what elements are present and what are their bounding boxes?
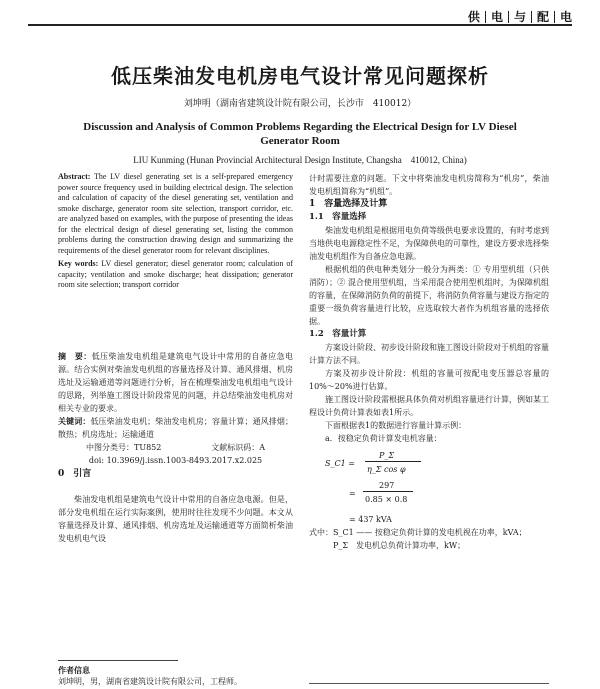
document-code: 文献标识码：A (211, 443, 265, 452)
formula-denominator: η_Σ cos φ (367, 465, 406, 474)
body-paragraph: 方案设计阶段、初步设计阶段和施工图设计阶段对于机组的容量计算方法不同。 (309, 343, 549, 365)
body-paragraph: 柴油发电机组是根据用电负荷等级供电要求设置的，有时考虑到当地供电电源稳定性不足，为保障供电的可靠性，建设方要求选择柴油发电机组作为自备应急电源。 (309, 226, 549, 261)
footnote-rule (58, 660, 178, 661)
doi: doi: 10.3969/j.issn.1003-8493.2017.x2.025 (88, 456, 263, 465)
column-char: 供 (467, 10, 480, 24)
body-paragraph: 下面根据表1的数据进行容量计算示例： (325, 421, 467, 430)
column-separator (485, 11, 486, 23)
subsection-heading: 1.2 容量计算 (309, 329, 367, 339)
english-abstract (58, 172, 293, 294)
keywords-paragraph (58, 259, 293, 291)
author-line: 刘坤明（湖南省建筑设计院有限公司，长沙市 410012） (183, 99, 417, 109)
capacity-formula (309, 449, 549, 511)
column-char: 配 (536, 10, 549, 24)
column-char: 电 (490, 10, 503, 24)
header-rule (28, 24, 572, 26)
body-paragraph: a．按稳定负荷计算发电机容量： (325, 434, 442, 443)
column-header (468, 8, 572, 25)
left-body (58, 468, 293, 545)
formula-result: = 437 kVA (349, 515, 392, 524)
bottom-rule (309, 683, 549, 684)
chinese-abstract (58, 350, 293, 467)
keywords-text: LV diesel generator; diesel generator room; calculation of capacity; ventilation and smoke discharge; heat dissipation; generator room site selection; transport corridor (58, 259, 294, 289)
where-line: P_Σ 发电机总负荷计算功率，kW； (333, 541, 466, 550)
footnote-text: 刘坤明，男，湖南省建筑设计院有限公司，工程师。 (58, 677, 242, 686)
where-line: 式中：S_C1 —— 按稳定负荷计算的发电机视在功率，kVA； (309, 528, 527, 537)
intro-paragraph: 柴油发电机组是建筑电气设计中常用的自备应急电源。但是，部分发电机组在运行实际案例，使用时往往发现不少问题。本文从容量选择及计算、通风排烟、机房选址及运输通道等方面简析柴油发电机电气设 (58, 495, 293, 543)
right-body (309, 172, 549, 552)
column-separator (508, 11, 509, 23)
cn-keywords-text: 低压柴油发电机；柴油发电机房；容量计算；通风排烟；散热；机房选址；运输通道 (58, 417, 294, 439)
cn-keywords-paragraph (58, 415, 293, 441)
body-paragraph: 方案及初步设计阶段：机组的容量可按配电变压器总容量的10%～20%进行估算。 (309, 369, 549, 391)
english-author-line: LIU Kunming (Hunan Provincial Architectural Design Institute, Changsha 410012, China) (133, 155, 467, 165)
subsection-heading: 1.1 容量选择 (309, 212, 367, 222)
column-char: 电 (559, 10, 572, 24)
formula-equals: = (349, 489, 356, 498)
english-title: Discussion and Analysis of Common Problems Regarding the Electrical Design for LV Diesel Generator Room (83, 121, 517, 147)
class-number: 中图分类号：TU852 (86, 443, 162, 452)
formula-denominator-2: 0.85 × 0.8 (365, 495, 408, 504)
formula-numerator: P_Σ (379, 451, 395, 460)
column-separator (531, 11, 532, 23)
article-title: 低压柴油发电机房电气设计常见问题探析 (111, 64, 489, 88)
section-heading: 1 容量选择及计算 (309, 199, 388, 209)
column-char: 与 (513, 10, 526, 24)
classification-line (58, 441, 293, 454)
abstract-text: The LV diesel generating set is a self-prepared emergency power source frequency used in building electrical design. The selection and calculation of capacity of the diesel generating set, ventilation and smoke discharge, generator room site selection, transport corridor, etc. are analyzed based on examples, with the purpose of presenting the ideas for the electrical design of diesel generating set, listing the common problems during the construction drawing design and summarizing the requirements of the diesel generator room for relevant disciplines. (58, 172, 294, 255)
fraction-bar (365, 461, 421, 462)
column-separator (554, 11, 555, 23)
formula-lhs: S_C1 = (325, 459, 355, 468)
cn-abstract-text: 低压柴油发电机组是建筑电气设计中常用的自备应急电源。结合实例对柴油发电机组的容量选择及计算、通风排烟、机房选址及运输通道等问题进行分析，旨在梳理柴油发电机组电气设计的思路，列举施工图设计阶段常见的问题，并总结柴油发电机房对相关专业的要求。 (58, 352, 294, 413)
formula-numerator-2: 297 (379, 481, 395, 490)
cn-keywords-label: 关键词： (58, 416, 91, 426)
cn-abstract-paragraph (58, 350, 293, 415)
keywords-label: Key words: (58, 259, 99, 268)
abstract-label: Abstract: (58, 172, 91, 181)
footnote (58, 664, 293, 688)
abstract-paragraph (58, 172, 293, 256)
continued-paragraph: 计时需要注意的问题。下文中将柴油发电机房简称为“机房”，柴油发电机组简称为“机组”。 (309, 174, 549, 196)
section-heading: 0 引言 (58, 469, 92, 479)
body-paragraph: 施工图设计阶段需根据具体负荷对机组容量进行计算，例如某工程设计负荷计算表如表1所示。 (309, 395, 549, 417)
cn-abstract-label: 摘 要： (58, 351, 92, 361)
body-paragraph: 根据机组的供电种类划分一般分为两类：① 专用型机组（只供消防）；② 混合使用型机组，当采用混合使用型机组时，为保障机组的容量，在保障消防负荷的前提下，将消防负荷容量与建设方指定的重要一级负荷容量进行比较，应选取较大者作为机组容量的选择依据。 (309, 265, 549, 326)
footnote-heading: 作者信息 (58, 665, 90, 675)
fraction-bar (363, 491, 413, 492)
